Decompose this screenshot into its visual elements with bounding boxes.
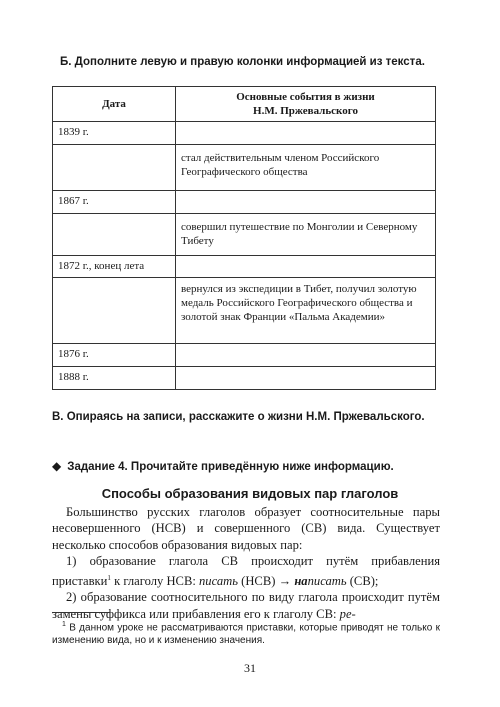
task-v-instruction: В. Опираясь на записи, расскажите о жизни Н.М. Пржевальского. [52,411,425,423]
footnote-divider [52,612,110,613]
events-table [52,86,436,390]
section-title: Способы образования видовых пар глаголов [101,486,399,501]
event-cell: вернулся из экспедиции в Тибет, получил золотую медаль Российского Географического общества и золотой знак Франции «Пальма Академии» [176,278,436,344]
event-cell: стал действительным членом Российского Географического общества [176,145,436,191]
event-cell [176,256,436,278]
table-row [53,122,436,145]
table-row [53,278,436,344]
table-row [53,145,436,191]
date-cell [53,145,176,191]
header-events [176,87,436,122]
list-item-1 [52,553,440,589]
diamond-icon: ◆ [52,459,62,473]
date-cell: 1839 г. [53,122,176,145]
footnote-ref: 1 [107,573,111,582]
table-row [53,214,436,256]
footnote-mark: 1 [62,621,66,628]
footnote-text: В данном уроке не рассматриваются приставки, которые приводят не только к изменению вида, но и к изменению значения. [52,622,440,647]
item-2-text: 2) образование соотносительного по виду глагола происходит путём замены суффикса или прибавления его к глаголу СВ: [52,590,440,621]
table-row [53,256,436,278]
date-cell [53,214,176,256]
item-1-text: 1) образование глагола СВ происходит путём прибавления приставки [52,554,440,588]
event-cell [176,191,436,214]
body-text [52,504,440,622]
verb-sv-rest: писать [307,573,347,588]
nsv-abbr: (НСВ) → [237,573,295,588]
date-cell: 1876 г. [53,344,176,367]
paragraph-1: Большинство русских глаголов образует соотносительные пары несовершенного (НСВ) и совершенного (СВ) вида. Существует несколько способов образования видовых пар: [52,505,440,552]
sv-abbr: (СВ); [346,573,379,588]
task-4-heading [52,459,394,473]
footnote [52,618,440,647]
date-cell: 1867 г. [53,191,176,214]
task-4-text: Задание 4. Прочитайте приведённую ниже информацию. [67,461,394,473]
table-row [53,344,436,367]
event-cell [176,344,436,367]
task-b-instruction: Б. Дополните левую и правую колонки информацией из текста. [60,56,425,68]
verb-sv [294,574,346,588]
table-row [53,191,436,214]
header-date: Дата [53,87,176,122]
header-events-line1: Основные события в жизни [236,91,375,103]
verb-sv-prefix: на [294,573,308,588]
date-cell: 1872 г., конец лета [53,256,176,278]
item-1-mid: к глаголу НСВ: [110,573,199,588]
event-cell: совершил путешествие по Монголии и Северному Тибету [176,214,436,256]
event-cell [176,122,436,145]
table-header-row [53,87,436,122]
table-row [53,367,436,390]
event-cell [176,367,436,390]
date-cell [53,278,176,344]
item-2-tail: ре- [339,606,356,621]
header-events-line2: Н.М. Пржевальского [253,105,358,117]
verb-nsv: писать [199,573,238,588]
date-cell: 1888 г. [53,367,176,390]
page-number: 31 [244,661,256,675]
